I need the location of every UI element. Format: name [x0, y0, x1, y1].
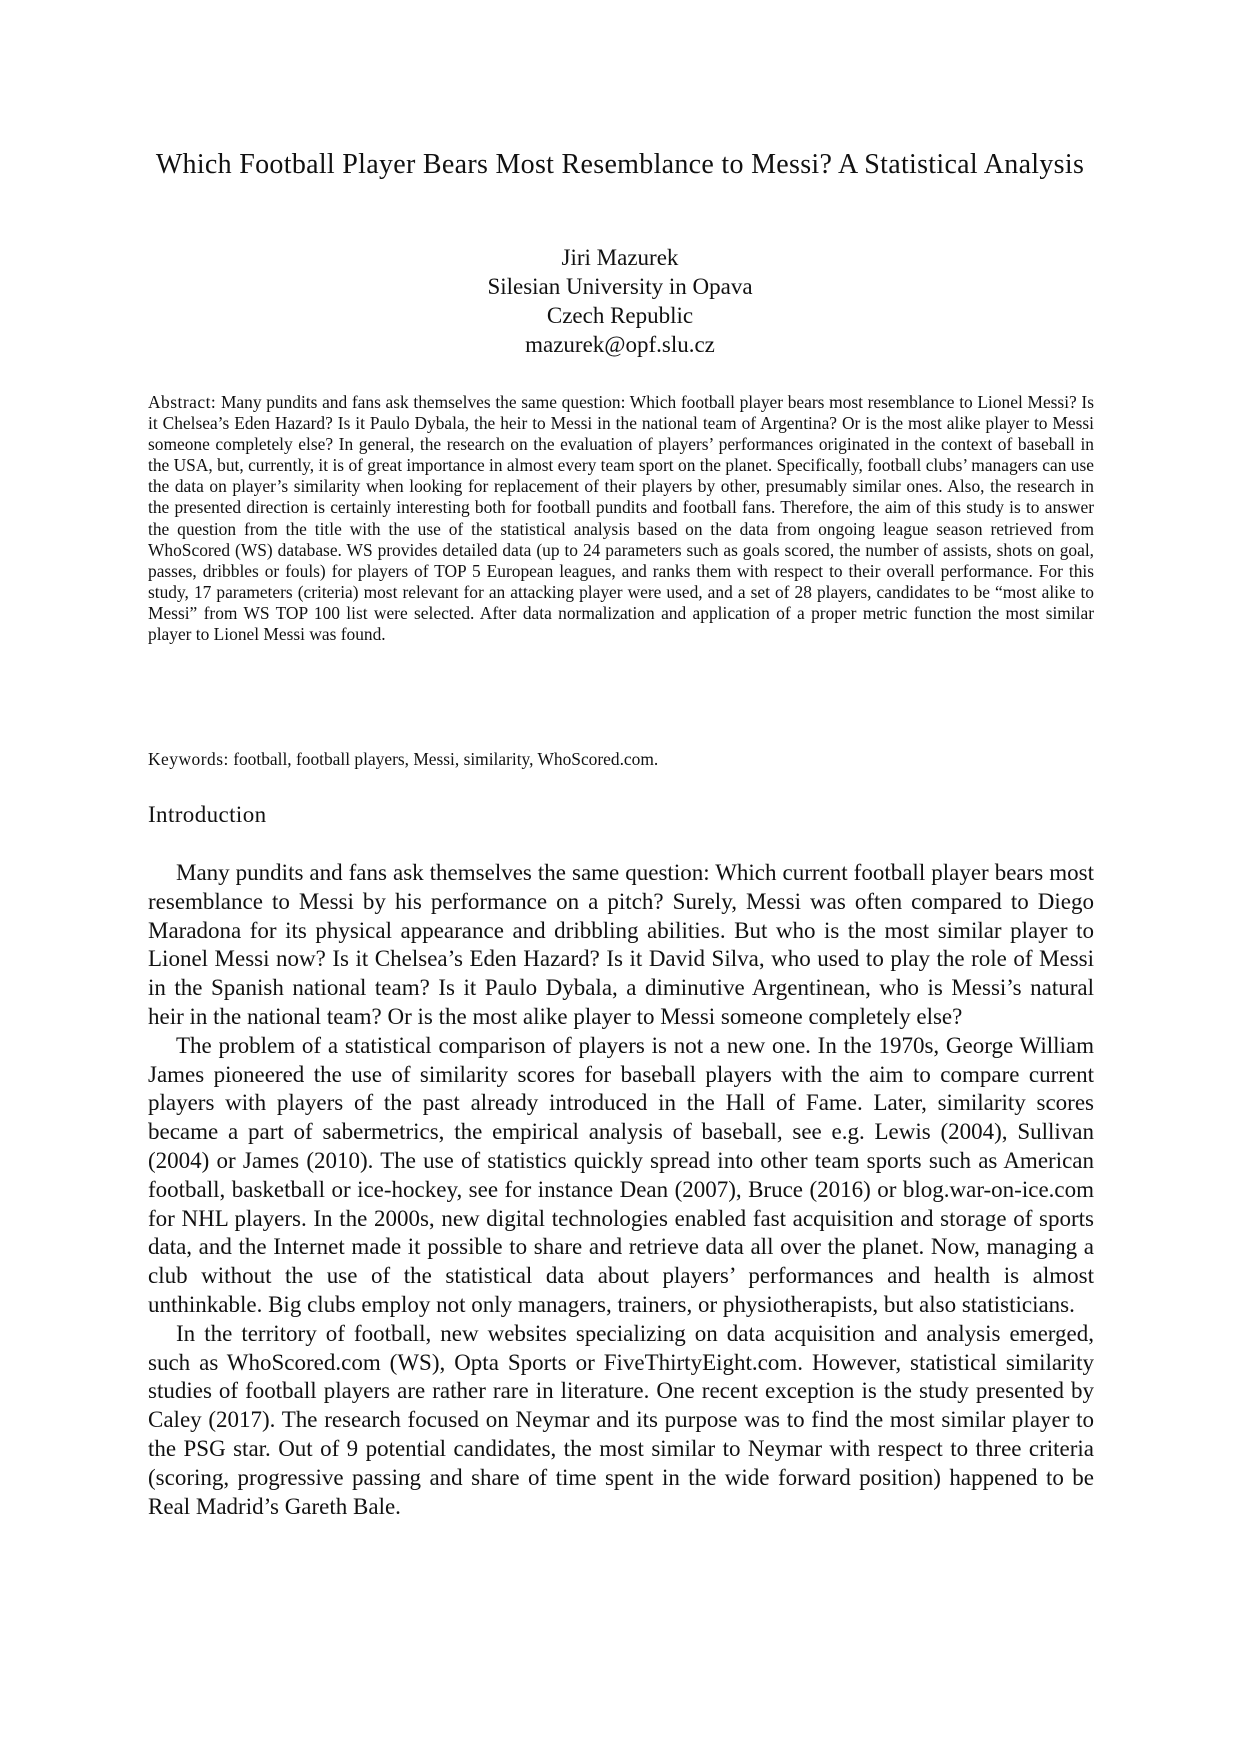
abstract [148, 392, 1094, 645]
author-email: mazurek@opf.slu.cz [525, 332, 715, 357]
abstract-label: Abstract: [148, 392, 217, 412]
paper-title: Which Football Player Bears Most Resemblance to Messi? A Statistical Analysis [155, 149, 1085, 180]
body-paragraph: In the territory of football, new websites specializing on data acquisition and analysis emerged, such as WhoScored.com (WS), Opta Sports or FiveThirtyEight.com. However, statistical similarity studies of football players are rather rare in literature. One recent exception is the study presented by Caley (2017). The research focused on Neymar and its purpose was to find the most similar player to the PSG star. Out of 9 potential candidates, the most similar to Neymar with respect to three criteria (scoring, progressive passing and share of time spent in the wide forward position) happened to be Real Madrid’s Gareth Bale. [148, 1320, 1094, 1519]
author-block [150, 243, 1090, 359]
body-paragraph: The problem of a statistical comparison of players is not a new one. In the 1970s, George William James pioneered the use of similarity scores for baseball players with the aim to compare current players with players of the past already introduced in the Hall of Fame. Later, similarity scores became a part of sabermetrics, the empirical analysis of baseball, see e.g. Lewis (2004), Sullivan (2004) or James (2010). The use of statistics quickly spread into other team sports such as American football, basketball or ice-hockey, see for instance Dean (2007), Bruce (2016) or blog.war-on-ice.com for NHL players. In the 2000s, new digital technologies enabled fast acquisition and storage of sports data, and the Internet made it possible to share and retrieve data all over the planet. Now, managing a club without the use of the statistical data about players’ performances and health is almost unthinkable. Big clubs employ not only managers, trainers, or physiotherapists, but also statisticians. [148, 1032, 1094, 1317]
keywords-text: football, football players, Messi, similarity, WhoScored.com. [233, 749, 659, 769]
keywords-label: Keywords: [148, 749, 229, 769]
author-affiliation: Silesian University in Opava [487, 274, 753, 299]
keywords [148, 748, 1094, 770]
section-heading-introduction: Introduction [148, 802, 267, 827]
body-paragraph: Many pundits and fans ask themselves the same question: Which current football player bears most resemblance to Messi by his performance on a pitch? Surely, Messi was often compared to Diego Maradona for its physical appearance and dribbling abilities. But who is the most similar player to Lionel Messi now? Is it Chelsea’s Eden Hazard? Is it David Silva, who used to play the role of Messi in the Spanish national team? Is it Paulo Dybala, a diminutive Argentinean, who is Messi’s natural heir in the national team? Or is the most alike player to Messi someone completely else? [148, 860, 1094, 1029]
author-country: Czech Republic [546, 303, 694, 328]
author-name: Jiri Mazurek [561, 245, 679, 270]
introduction-body [148, 859, 1094, 1521]
abstract-text: Many pundits and fans ask themselves the same question: Which football player bears most resemblance to Lionel Messi? Is it Chelsea’s Eden Hazard? Is it Paulo Dybala, the heir to Messi in the national team of Argentina? Or is the most alike player to Messi someone completely else? In general, the research on the evaluation of players’ performances originated in the context of baseball in the USA, but, currently, it is of great importance in almost every team sport on the planet. Specifically, football clubs’ managers can use the data on player’s similarity when looking for replacement of their players by other, presumably similar ones. Also, the research in the presented direction is certainly interesting both for football pundits and football fans. Therefore, the aim of this study is to answer the question from the title with the use of the statistical analysis based on the data from ongoing league season retrieved from WhoScored (WS) database. WS provides detailed data (up to 24 parameters such as goals scored, the number of assists, shots on goal, passes, dribbles or fouls) for players of TOP 5 European leagues, and ranks them with respect to their overall performance. For this study, 17 parameters (criteria) most relevant for an attacking player were used, and a set of 28 players, candidates to be “most alike to Messi” from WS TOP 100 list were selected. After data normalization and application of a proper metric function the most similar player to Lionel Messi was found. [148, 392, 1094, 645]
